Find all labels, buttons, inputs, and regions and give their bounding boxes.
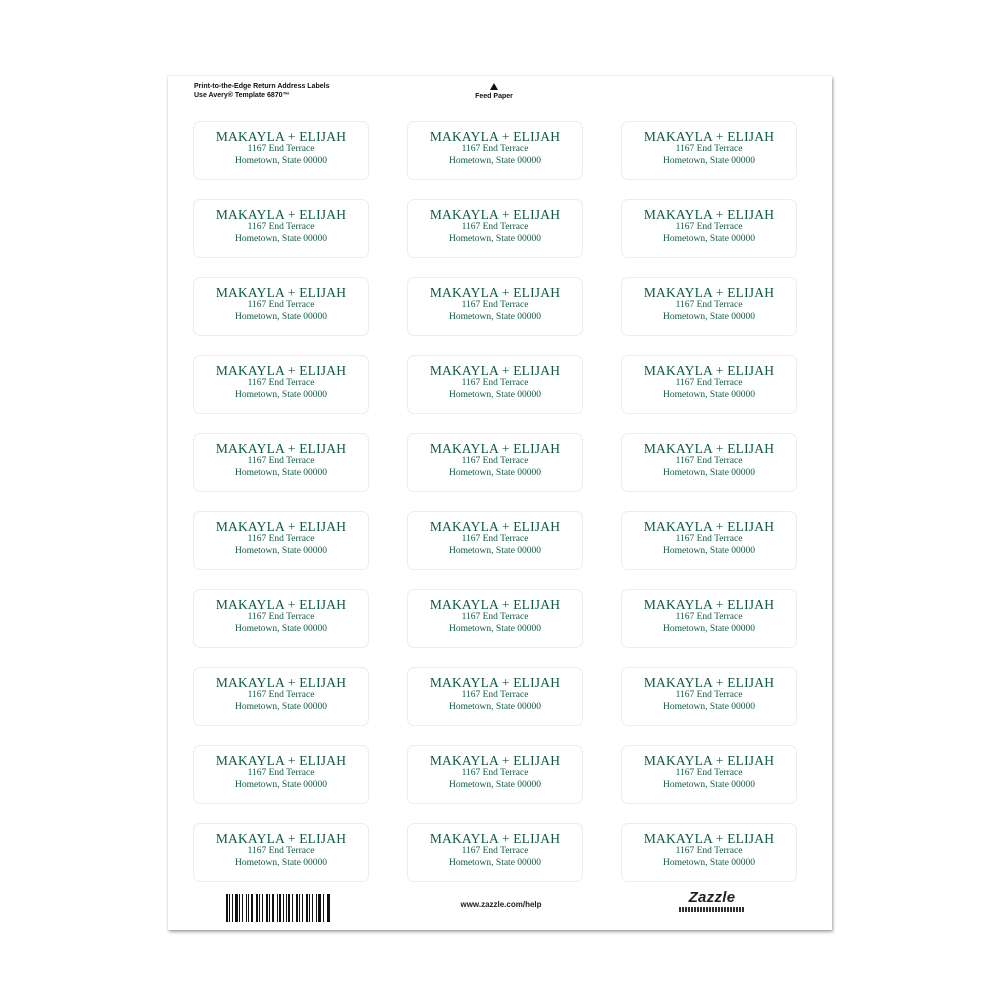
- label-city: Hometown, State 00000: [234, 155, 328, 166]
- label-street: 1167 End Terrace: [675, 534, 743, 544]
- barcode-bar: [286, 894, 287, 922]
- header-title: Print-to-the-Edge Return Address Labels: [194, 83, 330, 90]
- label-city: Hometown, State 00000: [234, 233, 328, 244]
- barcode-bar: [299, 894, 300, 922]
- address-label: [621, 745, 797, 804]
- address-label: [407, 511, 583, 570]
- label-grid: [193, 121, 797, 882]
- address-label: [407, 589, 583, 648]
- address-label: [621, 121, 797, 180]
- label-city: Hometown, State 00000: [662, 233, 756, 244]
- address-label: [407, 823, 583, 882]
- sheet-header: [194, 82, 329, 100]
- label-name: MAKAYLA + ELIJAH: [429, 675, 561, 690]
- barcode-bar: [226, 894, 228, 922]
- label-name: MAKAYLA + ELIJAH: [429, 129, 561, 144]
- label-city: Hometown, State 00000: [448, 389, 542, 400]
- label-street: 1167 End Terrace: [247, 144, 315, 154]
- label-name: MAKAYLA + ELIJAH: [215, 129, 347, 144]
- address-label: [193, 823, 369, 882]
- label-street: 1167 End Terrace: [461, 846, 529, 856]
- barcode-bar: [327, 894, 328, 922]
- address-label: [193, 589, 369, 648]
- label-city: Hometown, State 00000: [234, 857, 328, 868]
- barcode-bar: [229, 894, 230, 922]
- label-city: Hometown, State 00000: [234, 311, 328, 322]
- label-street: 1167 End Terrace: [675, 144, 743, 154]
- label-city: Hometown, State 00000: [448, 467, 542, 478]
- label-name: MAKAYLA + ELIJAH: [429, 363, 561, 378]
- barcode-bar: [246, 894, 247, 922]
- address-label: [621, 355, 797, 414]
- barcode-bar: [277, 894, 278, 922]
- label-sheet: [168, 76, 832, 930]
- address-label: [407, 277, 583, 336]
- barcode-bar: [292, 894, 293, 922]
- barcode-bar: [262, 894, 263, 922]
- label-name: MAKAYLA + ELIJAH: [429, 753, 561, 768]
- label-street: 1167 End Terrace: [675, 378, 743, 388]
- label-city: Hometown, State 00000: [448, 623, 542, 634]
- barcode-bar: [309, 894, 310, 922]
- label-name: MAKAYLA + ELIJAH: [215, 363, 347, 378]
- label-name: MAKAYLA + ELIJAH: [215, 597, 347, 612]
- label-street: 1167 End Terrace: [247, 846, 315, 856]
- barcode-bar: [256, 894, 259, 922]
- address-label: [621, 823, 797, 882]
- label-name: MAKAYLA + ELIJAH: [429, 207, 561, 222]
- label-name: MAKAYLA + ELIJAH: [429, 831, 561, 846]
- label-street: 1167 End Terrace: [461, 612, 529, 622]
- logo-pattern: [679, 907, 745, 912]
- address-label: [407, 199, 583, 258]
- address-label: [621, 667, 797, 726]
- label-street: 1167 End Terrace: [675, 300, 743, 310]
- barcode-bar: [316, 894, 317, 922]
- label-city: Hometown, State 00000: [662, 467, 756, 478]
- address-label: [621, 199, 797, 258]
- label-city: Hometown, State 00000: [662, 779, 756, 790]
- barcode-bar: [266, 894, 268, 922]
- label-street: 1167 End Terrace: [247, 300, 315, 310]
- barcode-bar: [235, 894, 238, 922]
- barcode-bar: [251, 894, 253, 922]
- barcode-bar: [248, 894, 249, 922]
- label-city: Hometown, State 00000: [662, 311, 756, 322]
- label-name: MAKAYLA + ELIJAH: [215, 675, 347, 690]
- barcode-bar: [239, 894, 240, 922]
- label-name: MAKAYLA + ELIJAH: [215, 285, 347, 300]
- label-street: 1167 End Terrace: [675, 456, 743, 466]
- label-name: MAKAYLA + ELIJAH: [643, 285, 775, 300]
- label-street: 1167 End Terrace: [461, 690, 529, 700]
- label-city: Hometown, State 00000: [234, 701, 328, 712]
- barcode-bar: [259, 894, 260, 922]
- label-name: MAKAYLA + ELIJAH: [215, 519, 347, 534]
- label-street: 1167 End Terrace: [247, 222, 315, 232]
- label-street: 1167 End Terrace: [675, 690, 743, 700]
- header-template: Use Avery® Template 6870™: [194, 92, 290, 99]
- label-name: MAKAYLA + ELIJAH: [429, 597, 561, 612]
- label-street: 1167 End Terrace: [675, 612, 743, 622]
- label-city: Hometown, State 00000: [662, 389, 756, 400]
- address-label: [193, 121, 369, 180]
- label-street: 1167 End Terrace: [247, 612, 315, 622]
- label-city: Hometown, State 00000: [234, 389, 328, 400]
- barcode-bar: [288, 894, 290, 922]
- barcode-bar: [269, 894, 270, 922]
- label-name: MAKAYLA + ELIJAH: [643, 753, 775, 768]
- address-label: [621, 589, 797, 648]
- label-city: Hometown, State 00000: [448, 701, 542, 712]
- address-label: [193, 433, 369, 492]
- barcode-bar: [272, 894, 275, 922]
- barcode-bar: [279, 894, 281, 922]
- label-street: 1167 End Terrace: [247, 690, 315, 700]
- label-street: 1167 End Terrace: [675, 768, 743, 778]
- label-name: MAKAYLA + ELIJAH: [643, 831, 775, 846]
- barcode-bar: [296, 894, 299, 922]
- label-street: 1167 End Terrace: [461, 456, 529, 466]
- label-city: Hometown, State 00000: [448, 779, 542, 790]
- logo-wordmark: Zazzle: [688, 889, 736, 906]
- address-label: [193, 667, 369, 726]
- address-label: [193, 355, 369, 414]
- barcode-bar: [283, 894, 284, 922]
- label-city: Hometown, State 00000: [234, 623, 328, 634]
- label-name: MAKAYLA + ELIJAH: [643, 207, 775, 222]
- triangle-up-icon: [490, 83, 498, 90]
- label-name: MAKAYLA + ELIJAH: [643, 675, 775, 690]
- label-city: Hometown, State 00000: [448, 857, 542, 868]
- barcode-bar: [242, 894, 244, 922]
- barcode-bar: [318, 894, 321, 922]
- barcode-bar: [323, 894, 324, 922]
- label-city: Hometown, State 00000: [234, 545, 328, 556]
- label-city: Hometown, State 00000: [662, 857, 756, 868]
- label-name: MAKAYLA + ELIJAH: [643, 363, 775, 378]
- label-street: 1167 End Terrace: [247, 378, 315, 388]
- label-street: 1167 End Terrace: [461, 534, 529, 544]
- label-street: 1167 End Terrace: [247, 768, 315, 778]
- address-label: [407, 667, 583, 726]
- label-city: Hometown, State 00000: [662, 623, 756, 634]
- feed-indicator: [464, 83, 524, 100]
- label-name: MAKAYLA + ELIJAH: [429, 441, 561, 456]
- help-url: www.zazzle.com/help: [460, 900, 542, 909]
- barcode-bar: [312, 894, 314, 922]
- label-street: 1167 End Terrace: [461, 222, 529, 232]
- label-city: Hometown, State 00000: [448, 155, 542, 166]
- label-name: MAKAYLA + ELIJAH: [429, 519, 561, 534]
- label-city: Hometown, State 00000: [234, 467, 328, 478]
- barcode-bar: [232, 894, 233, 922]
- label-street: 1167 End Terrace: [675, 222, 743, 232]
- label-name: MAKAYLA + ELIJAH: [643, 441, 775, 456]
- label-street: 1167 End Terrace: [461, 300, 529, 310]
- label-name: MAKAYLA + ELIJAH: [643, 129, 775, 144]
- address-label: [621, 433, 797, 492]
- label-street: 1167 End Terrace: [675, 846, 743, 856]
- address-label: [193, 277, 369, 336]
- label-city: Hometown, State 00000: [662, 545, 756, 556]
- address-label: [193, 199, 369, 258]
- address-label: [407, 121, 583, 180]
- barcode-bar: [306, 894, 308, 922]
- label-name: MAKAYLA + ELIJAH: [429, 285, 561, 300]
- label-name: MAKAYLA + ELIJAH: [643, 597, 775, 612]
- label-street: 1167 End Terrace: [247, 534, 315, 544]
- barcode-bar: [328, 894, 330, 922]
- label-city: Hometown, State 00000: [448, 233, 542, 244]
- label-city: Hometown, State 00000: [662, 155, 756, 166]
- label-city: Hometown, State 00000: [448, 311, 542, 322]
- feed-label: Feed Paper: [475, 93, 513, 100]
- label-city: Hometown, State 00000: [448, 545, 542, 556]
- address-label: [193, 745, 369, 804]
- label-name: MAKAYLA + ELIJAH: [643, 519, 775, 534]
- label-name: MAKAYLA + ELIJAH: [215, 207, 347, 222]
- barcode-bar: [302, 894, 303, 922]
- barcode-icon: [226, 894, 332, 922]
- label-city: Hometown, State 00000: [662, 701, 756, 712]
- address-label: [193, 511, 369, 570]
- label-city: Hometown, State 00000: [234, 779, 328, 790]
- label-name: MAKAYLA + ELIJAH: [215, 753, 347, 768]
- address-label: [621, 277, 797, 336]
- label-street: 1167 End Terrace: [461, 378, 529, 388]
- label-name: MAKAYLA + ELIJAH: [215, 831, 347, 846]
- label-street: 1167 End Terrace: [247, 456, 315, 466]
- label-name: MAKAYLA + ELIJAH: [215, 441, 347, 456]
- address-label: [621, 511, 797, 570]
- zazzle-logo: [674, 889, 750, 912]
- address-label: [407, 355, 583, 414]
- label-street: 1167 End Terrace: [461, 768, 529, 778]
- address-label: [407, 745, 583, 804]
- label-street: 1167 End Terrace: [461, 144, 529, 154]
- address-label: [407, 433, 583, 492]
